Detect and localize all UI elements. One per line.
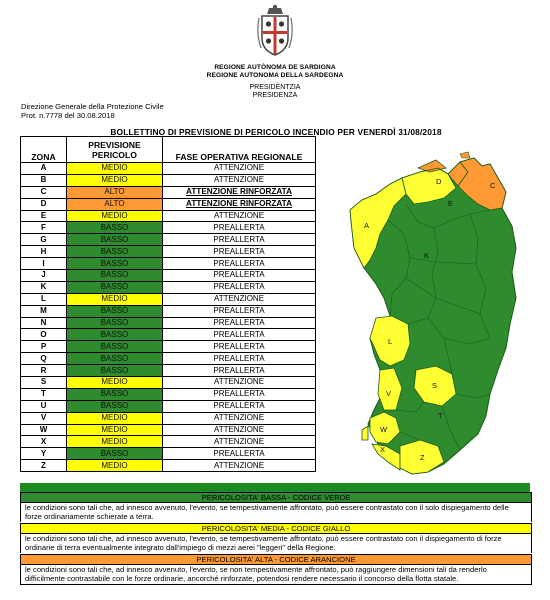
zone-operative-phase: ATTENZIONE [163, 210, 316, 222]
col-header-fase: FASE OPERATIVA REGIONALE [163, 137, 316, 163]
directorate-name: Direzione Generale della Protezione Civile [21, 102, 164, 111]
zone-operative-phase: ATTENZIONE [163, 163, 316, 175]
zone-letter: T [21, 388, 67, 400]
legend-title-alto: PERICOLOSITA' ALTA - CODICE ARANCIONE [21, 555, 531, 565]
zone-risk-level: BASSO [67, 353, 163, 365]
presidency-sard: PRESIDÈNTZIA [249, 84, 301, 91]
zone-letter: U [21, 400, 67, 412]
zone-letter: G [21, 234, 67, 246]
map-label: A [364, 221, 370, 230]
sardinia-zone-map [340, 148, 532, 483]
region-name-sard: REGIONE AUTÒNOMA DE SARDIGNA [214, 64, 336, 71]
zone-row [21, 353, 316, 365]
zone-row [21, 329, 316, 341]
zone-operative-phase: PREALLERTA [163, 341, 316, 353]
zone-risk-level: BASSO [67, 258, 163, 270]
zone-row [21, 424, 316, 436]
zone-risk-level: BASSO [67, 365, 163, 377]
zone-row [21, 270, 316, 282]
zone-operative-phase: PREALLERTA [163, 329, 316, 341]
zone-letter: O [21, 329, 67, 341]
zone-operative-phase: ATTENZIONE [163, 293, 316, 305]
zone-letter: R [21, 365, 67, 377]
legend-title-basso: PERICOLOSITA' BASSA - CODICE VERDE [21, 493, 531, 503]
map-label: X [380, 445, 386, 454]
zone-letter: S [21, 377, 67, 389]
zone-row [21, 186, 316, 198]
zone-letter: Q [21, 353, 67, 365]
zone-risk-level: BASSO [67, 281, 163, 293]
zone-operative-phase: PREALLERTA [163, 365, 316, 377]
zone-risk-level: BASSO [67, 317, 163, 329]
presidency-ita: PRESIDENZA [252, 92, 298, 99]
zone-row [21, 460, 316, 472]
zone-risk-level: MEDIO [67, 174, 163, 186]
zone-operative-phase: ATTENZIONE [163, 460, 316, 472]
zone-operative-phase: PREALLERTA [163, 270, 316, 282]
zone-row [21, 305, 316, 317]
zone-row [21, 163, 316, 175]
zone-risk-level: MEDIO [67, 210, 163, 222]
zone-operative-phase: ATTENZIONE RINFORZATA [163, 186, 316, 198]
protocol-number: Prot. n.7778 del 30.08.2018 [21, 111, 115, 120]
zone-letter: J [21, 270, 67, 282]
map-label: W [380, 425, 388, 434]
map-label: K [424, 251, 430, 260]
zone-operative-phase: PREALLERTA [163, 234, 316, 246]
zone-row [21, 341, 316, 353]
zone-risk-level: BASSO [67, 222, 163, 234]
zone-risk-level: MEDIO [67, 436, 163, 448]
zone-letter: X [21, 436, 67, 448]
zone-letter: B [21, 174, 67, 186]
legend-basso [20, 492, 532, 522]
zone-risk-level: MEDIO [67, 163, 163, 175]
zone-letter: L [21, 293, 67, 305]
map-label: S [432, 381, 438, 390]
zone-risk-level: BASSO [67, 305, 163, 317]
map-label: C [490, 181, 496, 190]
separator-bar [20, 483, 530, 492]
zone-operative-phase: PREALLERTA [163, 222, 316, 234]
zone-letter: Z [21, 460, 67, 472]
zone-row [21, 174, 316, 186]
legend-medio [20, 523, 532, 553]
zone-risk-level: MEDIO [67, 412, 163, 424]
zone-letter: D [21, 198, 67, 210]
zone-row [21, 258, 316, 270]
zone-risk-level: BASSO [67, 341, 163, 353]
zone-operative-phase: PREALLERTA [163, 317, 316, 329]
zone-row [21, 210, 316, 222]
zone-operative-phase: PREALLERTA [163, 388, 316, 400]
zone-risk-level: ALTO [67, 186, 163, 198]
zone-letter: M [21, 305, 67, 317]
zone-risk-level: BASSO [67, 246, 163, 258]
region-name-ita: REGIONE AUTONOMA DELLA SARDEGNA [206, 72, 344, 79]
map-label: V [386, 389, 392, 398]
zone-letter: C [21, 186, 67, 198]
zone-letter: P [21, 341, 67, 353]
zone-risk-level: MEDIO [67, 293, 163, 305]
zone-letter: H [21, 246, 67, 258]
zone-operative-phase: PREALLERTA [163, 281, 316, 293]
zone-risk-level: MEDIO [67, 377, 163, 389]
zone-risk-level: ALTO [67, 198, 163, 210]
zone-row [21, 222, 316, 234]
zone-letter: K [21, 281, 67, 293]
zone-row [21, 436, 316, 448]
legend-text-alto: le condizioni sono tali che, ad innesco avvenuto, l'evento, se non tempestivamente affrontato, può raggiungere dimensioni tali da renderlo difficilmente contrastabile con le forze ordinarie, ancorché rinforzate, potendosi rendere necessario il concorso della flotta statale. [25, 565, 487, 584]
zone-row [21, 412, 316, 424]
zone-operative-phase: PREALLERTA [163, 400, 316, 412]
zone-letter: V [21, 412, 67, 424]
zone-operative-phase: ATTENZIONE [163, 377, 316, 389]
legend-title-medio: PERICOLOSITA' MEDIA - CODICE GIALLO [21, 524, 531, 534]
zone-row [21, 365, 316, 377]
zones-table [20, 136, 316, 472]
zone-risk-level: BASSO [67, 448, 163, 460]
map-label: D [436, 177, 442, 186]
zone-operative-phase: ATTENZIONE [163, 412, 316, 424]
zone-risk-level: BASSO [67, 400, 163, 412]
zone-operative-phase: PREALLERTA [163, 305, 316, 317]
zone-risk-level: BASSO [67, 388, 163, 400]
zone-risk-level: MEDIO [67, 424, 163, 436]
zone-operative-phase: ATTENZIONE [163, 424, 316, 436]
legend-text-medio: le condizioni sono tali che, ad innesco avvenuto, l'evento, se tempestivamente affrontato, può essere contrastato con il dispiegamento di forze ordinarie di terra eventualmente integrato dall'impiego di mezzi aerei "leggeri" della Regione. [25, 534, 502, 553]
zone-operative-phase: PREALLERTA [163, 258, 316, 270]
zone-risk-level: MEDIO [67, 460, 163, 472]
map-label: E [448, 199, 454, 208]
zone-row [21, 293, 316, 305]
col-header-zona: ZONA [21, 137, 67, 163]
zone-risk-level: BASSO [67, 234, 163, 246]
map-label: T [438, 411, 443, 420]
zone-letter: Y [21, 448, 67, 460]
legend-text-basso: le condizioni sono tali che, ad innesco avvenuto, l'evento, se tempestivamente affrontato, può essere contrastato con il solo dispiegamento delle forze ordinariamente schierate a terra. [25, 503, 509, 522]
zone-letter: F [21, 222, 67, 234]
zone-row [21, 388, 316, 400]
zone-operative-phase: PREALLERTA [163, 448, 316, 460]
zone-operative-phase: ATTENZIONE [163, 174, 316, 186]
zone-row [21, 317, 316, 329]
zone-letter: E [21, 210, 67, 222]
zone-letter: A [21, 163, 67, 175]
zone-row [21, 281, 316, 293]
map-label: Z [420, 453, 425, 462]
map-label: L [388, 337, 393, 346]
sardinia-crest-icon [255, 4, 295, 58]
legend-alto [20, 554, 532, 585]
bulletin-title: BOLLETTINO DI PREVISIONE DI PERICOLO INCENDIO PER VENERDÌ 31/08/2018 [110, 127, 442, 137]
zone-letter: N [21, 317, 67, 329]
zone-operative-phase: ATTENZIONE [163, 436, 316, 448]
zone-operative-phase: PREALLERTA [163, 246, 316, 258]
zone-row [21, 234, 316, 246]
zone-letter: I [21, 258, 67, 270]
zone-row [21, 377, 316, 389]
col-header-previsione: PREVISIONE PERICOLO [67, 137, 163, 163]
zone-operative-phase: ATTENZIONE RINFORZATA [163, 198, 316, 210]
zone-operative-phase: PREALLERTA [163, 353, 316, 365]
zone-risk-level: BASSO [67, 270, 163, 282]
zone-row [21, 246, 316, 258]
zone-row [21, 198, 316, 210]
zone-letter: W [21, 424, 67, 436]
zone-row [21, 400, 316, 412]
zone-row [21, 448, 316, 460]
zone-risk-level: BASSO [67, 329, 163, 341]
